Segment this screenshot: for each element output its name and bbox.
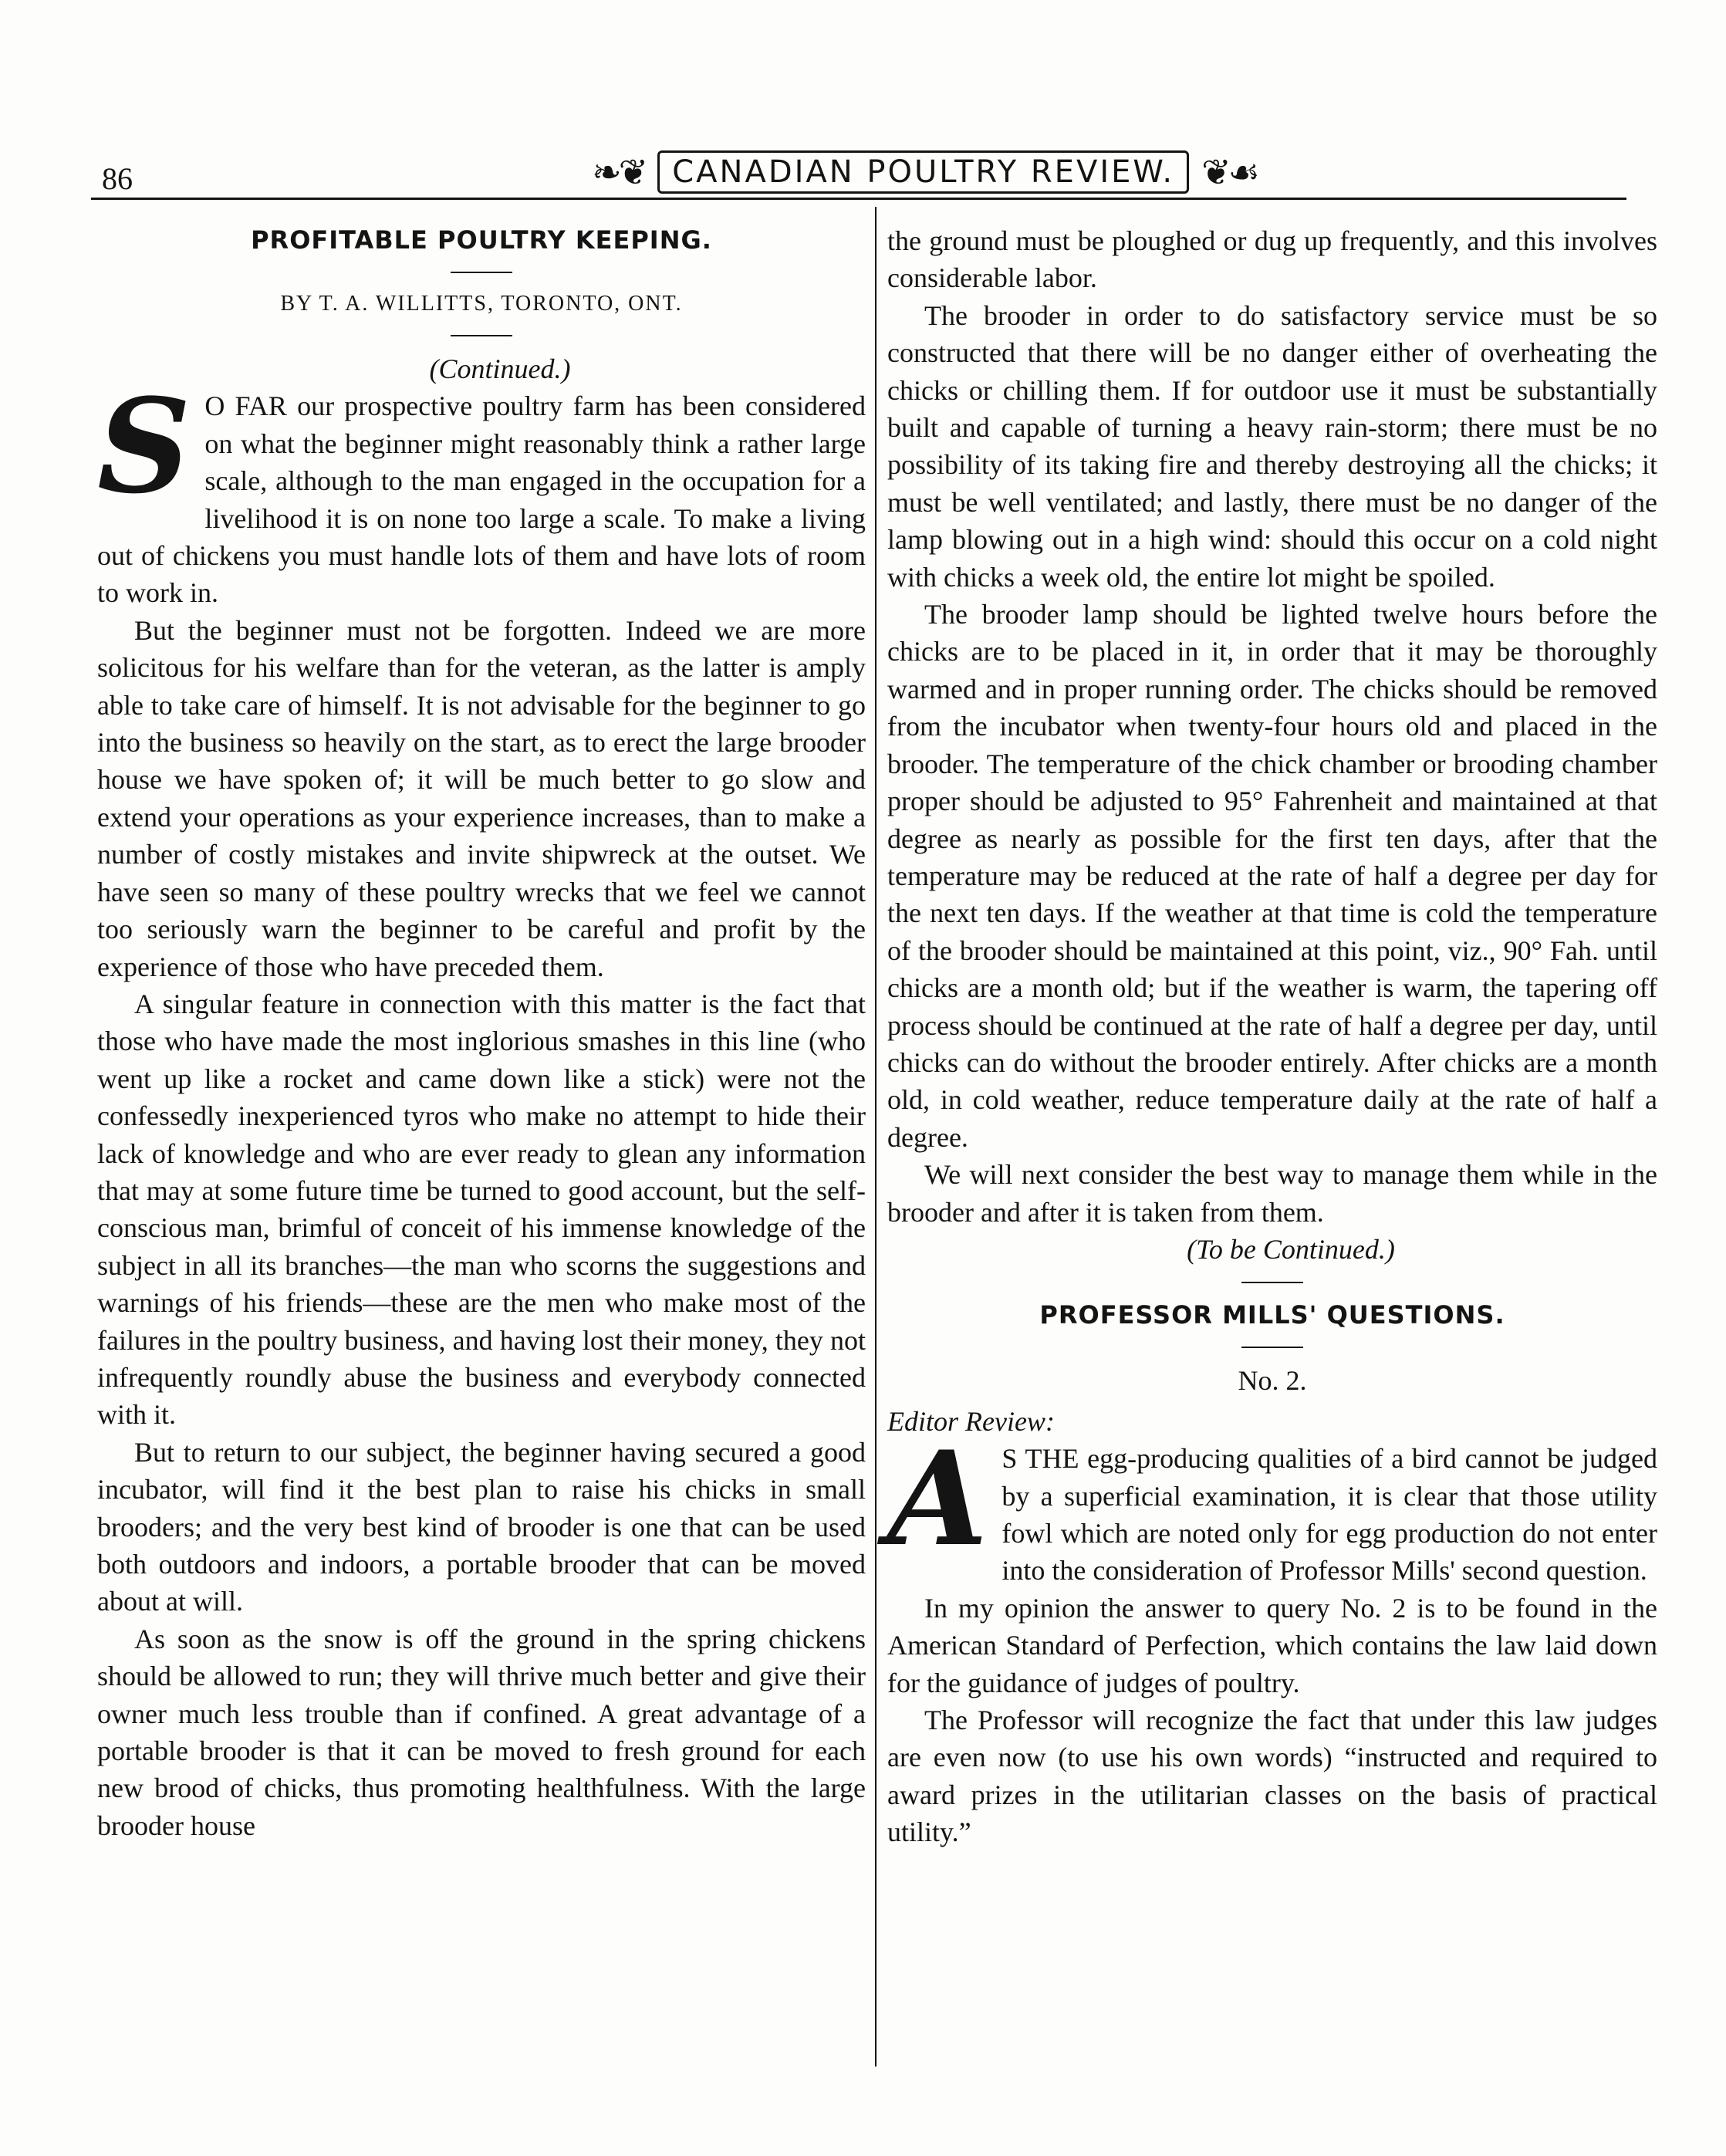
paragraph: The Professor will recognize the fact that under this law judges are even now (to use his own words) “instructed and required to award prizes in the utilitarian classes on the basis of practical utility.” — [887, 1705, 1657, 1848]
paragraph: In my opinion the answer to query No. 2 is to be found in the American Standard of Perfection, which contains the law laid down for the guidance of judges of poultry. — [887, 1592, 1657, 1698]
title-dash — [451, 272, 512, 273]
paragraph: the ground must be ploughed or dug up frequently, and this involves considerable labor. — [887, 225, 1657, 294]
drop-cap: A — [887, 1422, 988, 1576]
paragraph: But to return to our subject, the beginner having secured a good incubator, will find it the best plan to raise his chicks in small brooders; and the very best kind of brooder is one that can be used both outdoors and indoors, a portable brooder that can be moved about at will. — [97, 1436, 866, 1617]
left-column — [97, 222, 866, 1844]
paragraph: But the beginner must not be forgotten. Indeed we are more solicitous for his welfare than for the veteran, as the latter is amply able to take care of himself. It is not advisable for the beginner to go into the business so heavily on the start, as to erect the large brooder house we have spoken of; it will be much better to go slow and extend your operations as your experience increases, than to make a number of costly mistakes and invite shipwreck at the outset. We have seen so many of these poultry wrecks that we feel we cannot too seriously warn the beginner to be careful and profit by the experience of those who have preceded them. — [97, 614, 866, 982]
column-divider — [875, 207, 877, 2066]
continued-label: (Continued.) — [429, 353, 571, 384]
masthead — [585, 147, 1264, 198]
article-title: PROFESSOR MILLS' QUESTIONS. — [1039, 1300, 1505, 1330]
paragraph: We will next consider the best way to manage them while in the brooder and after it is taken from them. — [887, 1159, 1657, 1228]
to-be-continued-label: (To be Continued.) — [1187, 1233, 1395, 1265]
right-column — [887, 222, 1657, 1851]
article-number: No. 2. — [1238, 1365, 1307, 1397]
page-number: 86 — [102, 161, 133, 196]
page-header — [91, 147, 1626, 201]
drop-cap: S — [97, 370, 191, 523]
paragraph — [887, 1422, 1657, 1590]
paragraph — [97, 370, 866, 611]
header-rule — [91, 198, 1626, 200]
paragraph-text: S THE egg-producing qualities of a bird cannot be judged by a superficial examination, it is clear that those utility fowl which are noted only for egg production do not enter into the consideration of Professor Mills' second question. — [1001, 1443, 1657, 1587]
flourish-left-icon: ❧❦ — [592, 153, 646, 192]
salutation: Editor Review: — [887, 1405, 1055, 1437]
masthead-title: CANADIAN POULTRY REVIEW. — [657, 150, 1189, 194]
byline-dash — [451, 335, 512, 336]
title-dash — [1241, 1347, 1303, 1348]
paragraph: A singular feature in connection with this matter is the fact that those who have made the most inglorious smashes in this line (who went up like a rocket and came down like a stick) were not the confessedly inexperienced tyros who make no attempt to hide their lack of knowledge and who are ever ready to glean any information that may at some future time be turned to good account, but the self-conscious man, brimful of conceit of his immense knowledge of the subject in all its branches—the man who scorns the suggestions and warnings of his friends—these are the men who make most of the failures in the poultry business, and having lost their money, they not infrequently roundly abuse the business and everybody connected with it. — [97, 988, 866, 1431]
paragraph: As soon as the snow is off the ground in the spring chickens should be allowed to run; they will thrive much better and give their owner much less trouble than if confined. A great advantage of a portable brooder is that it can be moved to fresh ground for each new brood of chicks, thus promoting healthfulness. With the large brooder house — [97, 1623, 866, 1841]
paragraph: The brooder lamp should be lighted twelve hours before the chicks are to be placed in it, in order that it may be thoroughly warmed and in proper running order. The chicks should be removed from the incubator when twenty-four hours old and placed in the brooder. The temperature of the chick chamber or brooding chamber proper should be adjusted to 95° Fahrenheit and maintained at that degree as nearly as possible for the first ten days, after that the temperature may be reduced at the rate of half a degree per day for the next ten days. If the weather at that time is cold the temperature of the brooder should be maintained at this point, viz., 90° Fah. until chicks are a month old; but if the weather is warm, the tapering off process should be continued at the rate of half a degree per day, until chicks can do without the brooder entirely. After chicks are a month old, in cold weather, reduce temperature daily at the rate of half a degree. — [887, 599, 1657, 1153]
section-dash — [1241, 1282, 1303, 1283]
flourish-right-icon: ❦☙ — [1201, 153, 1257, 192]
paragraph: The brooder in order to do satisfactory service must be so constructed that there will be no danger either of overheating the chicks or chilling them. If for outdoor use it must be substantially built and capable of turning a heavy rain-storm; there must be no possibility of its taking fire and thereby destroying all the chicks; it must be well ventilated; and lastly, there must be no danger of the lamp blowing out in a high wind: should this occur on a cold night with chicks a week old, the entire lot might be spoiled. — [887, 299, 1657, 593]
paragraph-text: O FAR our prospective poultry farm has been considered on what the beginner might reasonably think a rather large scale, although to the man engaged in the occupation for a livelihood it is on none too large a scale. To make a living out of chickens you must handle lots of them and have lots of room to work in. — [97, 390, 866, 609]
article-byline: BY T. A. WILLITTS, TORONTO, ONT. — [280, 292, 683, 316]
article-title: PROFITABLE POULTRY KEEPING. — [251, 225, 712, 255]
